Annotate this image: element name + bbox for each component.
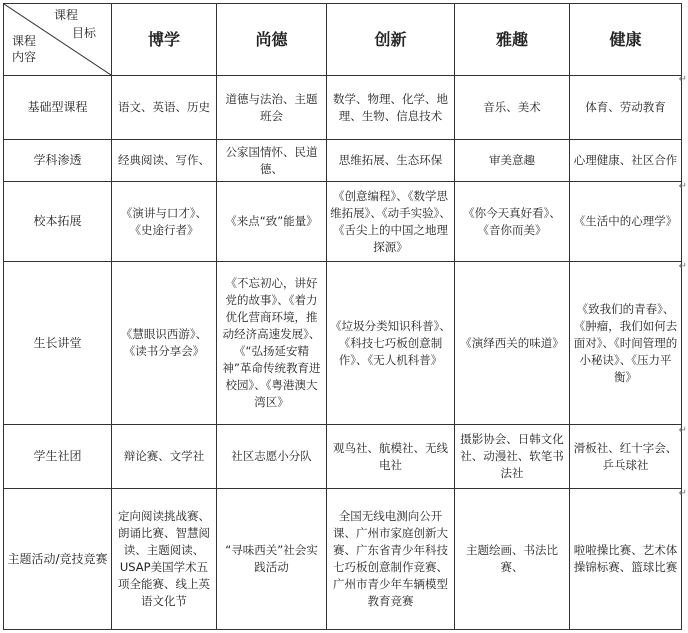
header-row [4,4,682,76]
table-cell: 《你今天真好看》、《音你而美》 [455,182,570,262]
table-cell: 思维拓展、生态环保 [327,140,455,182]
table-cell: “寻味西关”社会实践活动 [217,489,327,630]
row-category: 主题活动/竞技竞赛 [4,489,112,630]
row-end-marker: ↵ [678,74,687,85]
table-cell: 心理健康、社区合作 [570,140,682,182]
row-end-marker: ↵ [678,488,687,499]
table-cell: 社区志愿小分队 [217,425,327,489]
row-end-marker: ↵ [678,425,687,436]
table-row [4,425,682,489]
table-cell: 《生活中的心理学》 [570,182,682,262]
goal-header-chuangxin: 创新 [327,4,455,76]
table-row [4,182,682,262]
table-cell: 语文、英语、历史 [112,76,217,140]
table-row [4,76,682,140]
row-end-marker: ↵ [678,261,687,272]
row-category: 校本拓展 [4,182,112,262]
table-row [4,489,682,630]
table-cell: 摄影协会、日韩文化社、动漫社、软笔书法社 [455,425,570,489]
table-cell: 《演讲与口才》、《史途行者》 [112,182,217,262]
corner-course-label-1: 课程 [12,34,37,48]
corner-goal-label-1: 课程 [54,8,79,22]
table-cell: 《演绎西关的味道》 [455,262,570,425]
row-category: 生长讲堂 [4,262,112,425]
table-cell: 滑板社、红十字会、乒乓球社 [570,425,682,489]
table-cell: 观鸟社、航模社、无线电社 [327,425,455,489]
corner-course-label-2: 内容 [12,50,37,64]
table-cell: 《致我们的青春》、《肿瘤，我们如何去面对》、《时间管理的小秘诀》、《压力平衡》 [570,262,682,425]
corner-header-cell [4,4,112,76]
table-cell: 数学、物理、化学、地理、生物、信息技术 [327,76,455,140]
table-cell: 啦啦操比赛、艺术体操锦标赛、篮球比赛 [570,489,682,630]
table-cell: 审美意趣 [455,140,570,182]
table-cell: 定向阅读挑战赛、朗诵比赛、智慧阅读、主题阅读、USAP美国学术五项全能赛、线上英语文化节 [112,489,217,630]
table-cell: 《垃圾分类知识科普》、《科技七巧板创意制作》、《无人机科普》 [327,262,455,425]
table-cell: 体育、劳动教育 [570,76,682,140]
table-cell: 道德与法治、主题班会 [217,76,327,140]
table-row [4,140,682,182]
row-category: 基础型课程 [4,76,112,140]
table-row [4,262,682,425]
table-cell: 经典阅读、写作、 [112,140,217,182]
table-cell: 音乐、美术 [455,76,570,140]
corner-goal-label-2: 目标 [72,26,97,40]
goal-header-boxue: 博学 [112,4,217,76]
table-cell: 《来点“致”能量》 [217,182,327,262]
row-category: 学科渗透 [4,140,112,182]
table-cell: 《不忘初心，讲好党的故事》、《着力优化营商环境，推动经济高速发展》、《“弘扬延安精神”革命传统教育进校园》、《粤港澳大湾区》 [217,262,327,425]
row-category: 学生社团 [4,425,112,489]
course-goal-table [3,3,682,630]
table-cell: 主题绘画、书法比赛、 [455,489,570,630]
table-cell: 辩论赛、文学社 [112,425,217,489]
goal-header-jiankang: 健康 [570,4,682,76]
table-cell: 《慧眼识西游》、《读书分享会》 [112,262,217,425]
table-cell: 《创意编程》、《数学思维拓展》、《动手实验》、《舌尖上的中国之地理探源》 [327,182,455,262]
row-end-marker: ↵ [678,181,687,192]
table-cell: 公家国情怀、民道德、 [217,140,327,182]
goal-header-shangde: 尚德 [217,4,327,76]
goal-header-yaqu: 雅趣 [455,4,570,76]
table-cell: 全国无线电测向公开课、广州市家庭创新大赛、广东省青少年科技七巧板创意制作竞赛、广州市青少年车辆模型教育竞赛 [327,489,455,630]
